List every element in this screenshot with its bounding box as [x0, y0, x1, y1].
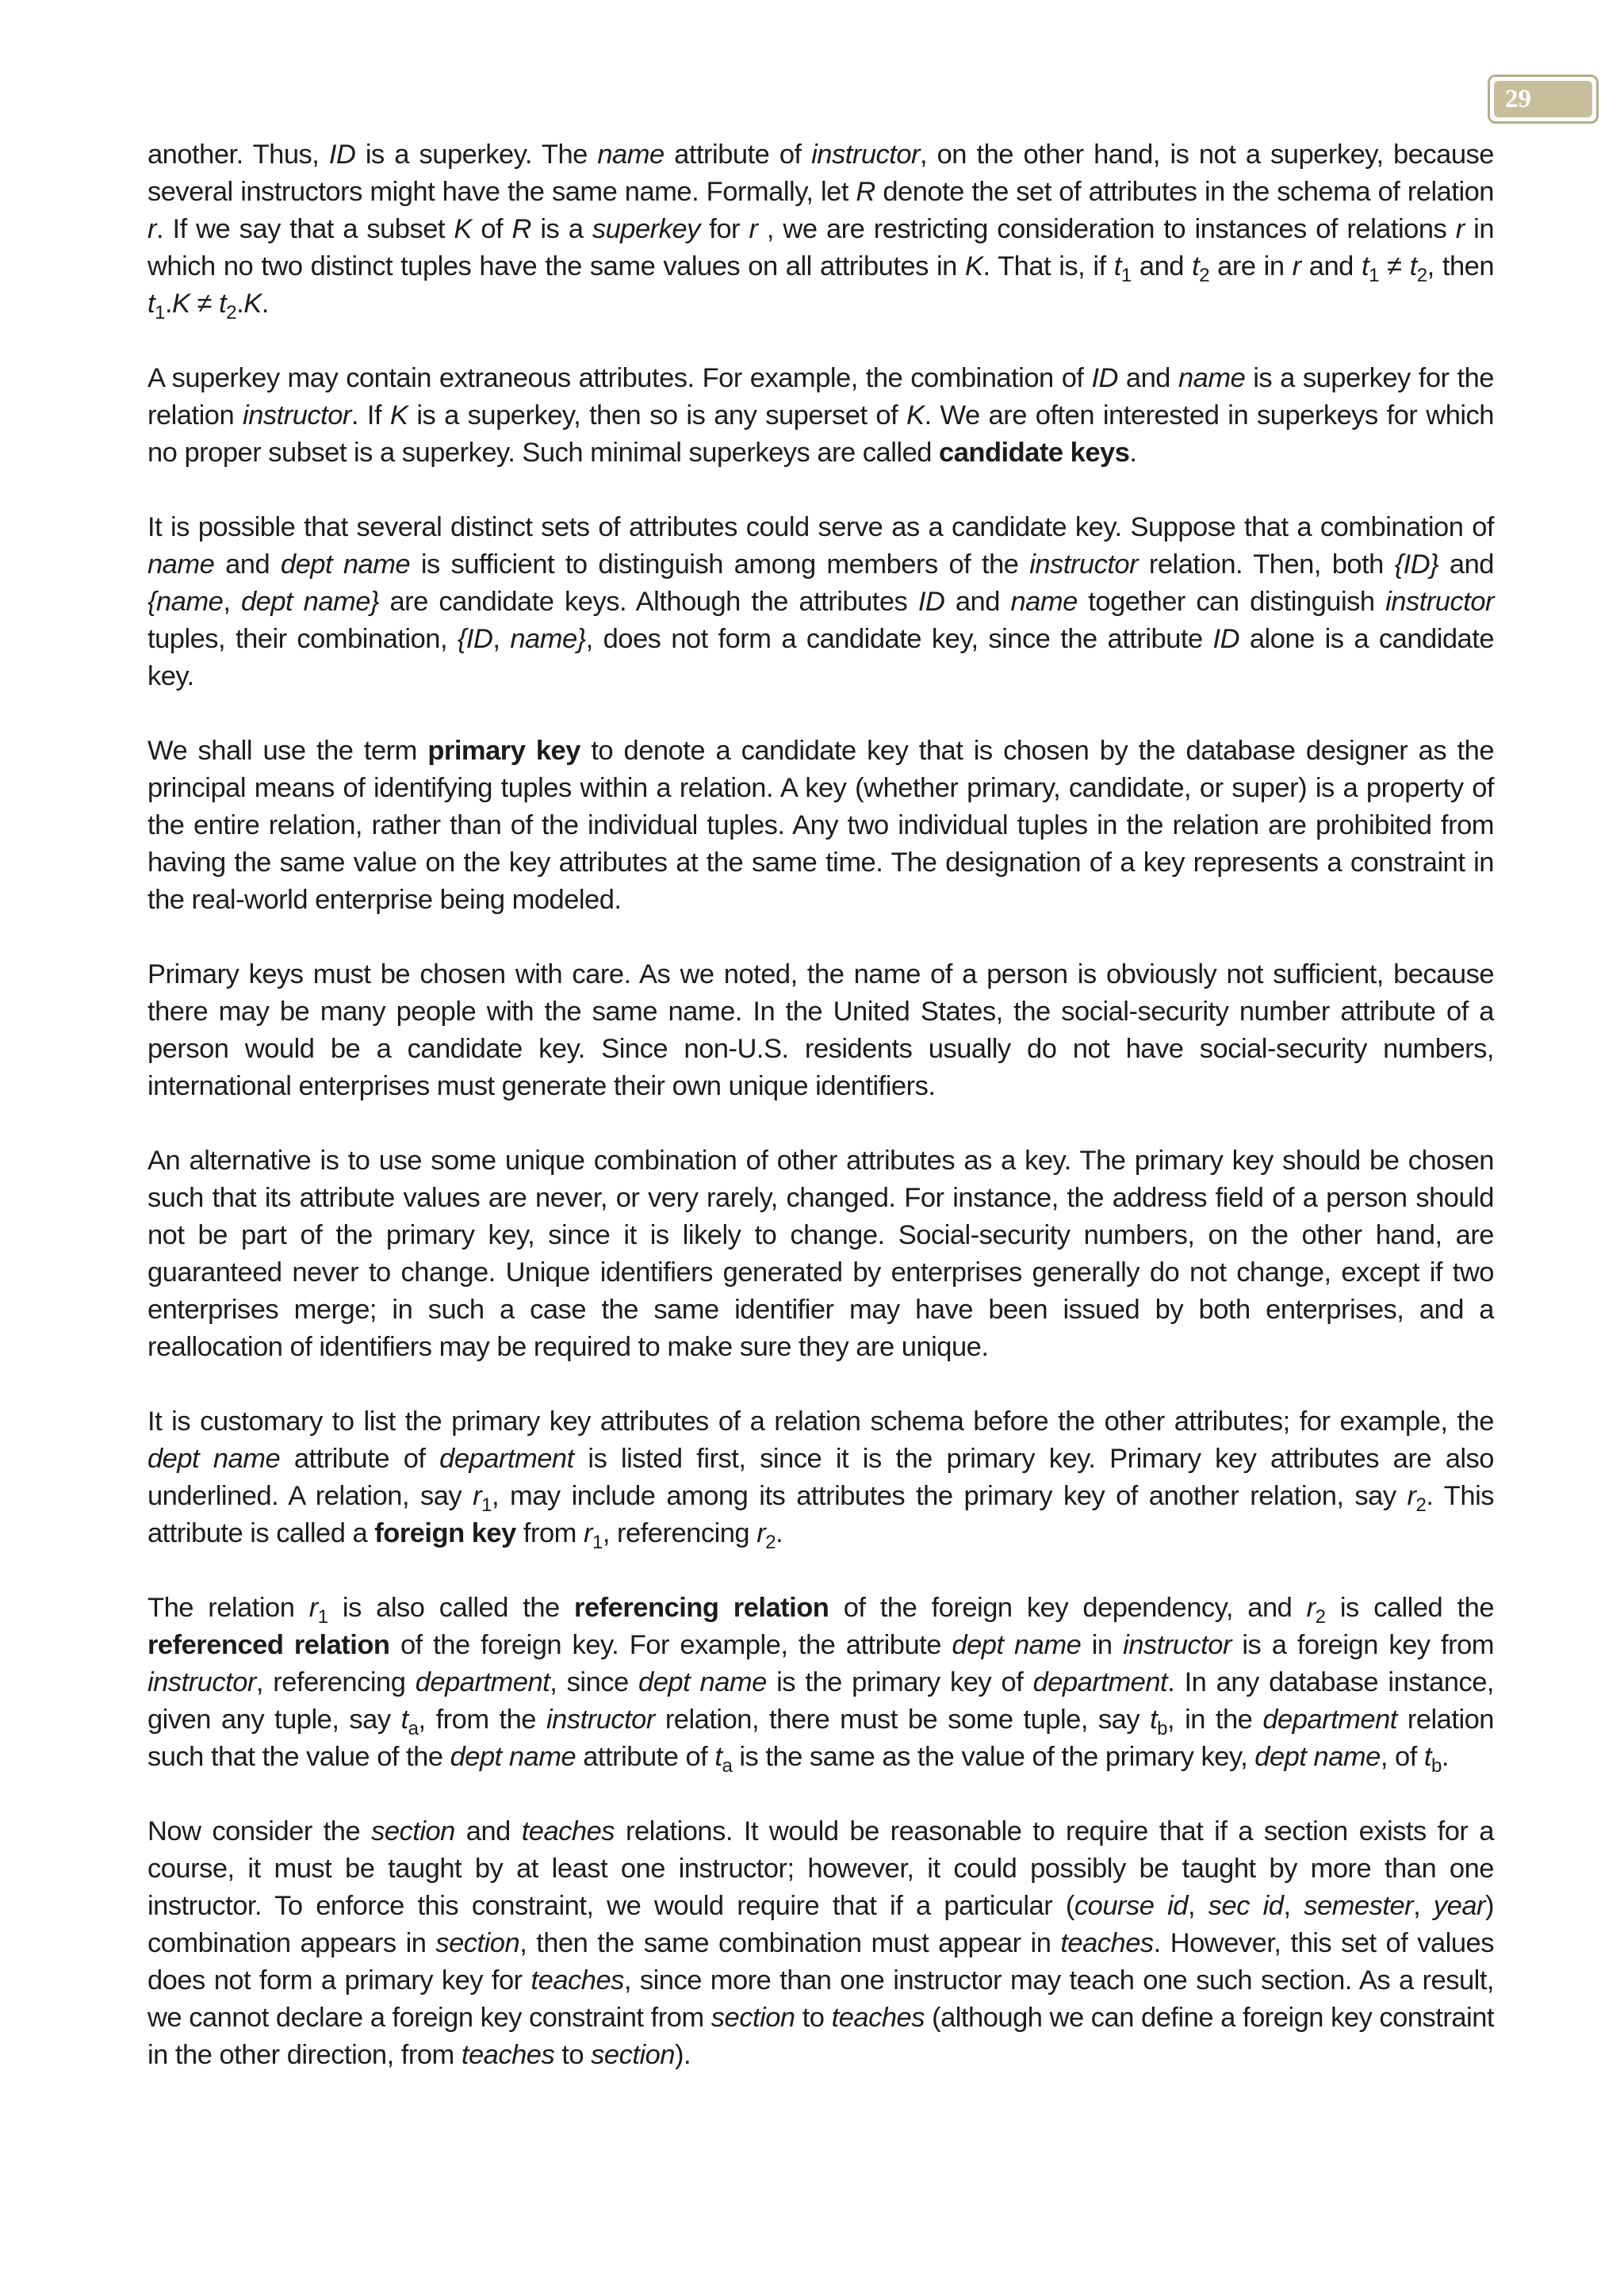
text-run: t	[1362, 251, 1369, 281]
text-run: K	[243, 289, 262, 319]
text-run: for	[699, 214, 749, 244]
text-run: , we are restricting consideration to instances of relations	[757, 214, 1456, 244]
text-run: ID	[917, 587, 945, 617]
text-run: , then the same combination must appear in	[519, 1928, 1061, 1958]
text-run: ≠	[190, 289, 220, 319]
text-run: , since more than one instructor may teach one such section. As a result, we cannot declare a foreign key constraint from	[147, 1965, 1494, 2033]
text-run: in which no two distinct tuples have the same values on all attributes in	[147, 214, 1495, 281]
text-run: ,	[492, 624, 511, 654]
text-run: primary key	[427, 736, 580, 766]
text-run: and	[454, 1816, 522, 1846]
text-run: and	[1117, 363, 1178, 393]
text-run: is the primary key of	[766, 1667, 1033, 1697]
text-run: {ID}	[1394, 549, 1439, 580]
text-run: .	[1441, 1742, 1449, 1772]
text-run: , since	[550, 1667, 639, 1697]
text-run: ) combination appears in	[147, 1891, 1495, 1958]
text-run: The relation	[147, 1593, 309, 1623]
text-run: ,	[1188, 1891, 1208, 1921]
text-run: and	[944, 587, 1011, 617]
text-run: section	[710, 2003, 795, 2033]
text-run: K	[454, 214, 472, 244]
text-run: r	[583, 1518, 592, 1548]
text-run: .	[236, 289, 244, 319]
text-run: , on the other hand, is not a superkey, because several instructors might have the same name. Formally, let	[147, 140, 1494, 207]
text-run: t	[400, 1705, 408, 1735]
text-run: instructor	[1123, 1630, 1231, 1660]
text-run: t	[1150, 1705, 1158, 1735]
text-run: t	[1409, 251, 1417, 281]
text-run: t	[714, 1742, 722, 1772]
page-number: 29	[1494, 81, 1592, 117]
text-run: 1	[592, 1531, 603, 1553]
text-run: It is customary to list the primary key attributes of a relation schema before the other attributes; for example, the	[147, 1406, 1494, 1437]
text-run: is a foreign key from	[1231, 1630, 1494, 1660]
text-run: of the foreign key dependency, and	[829, 1593, 1307, 1623]
text-run: teaches	[521, 1816, 615, 1846]
text-run: dept name	[450, 1742, 576, 1772]
text-run: .	[261, 289, 269, 319]
text-run: to denote a candidate key that is chosen by the database designer as the principal means of identifying tuples within a relation. A key (whether primary, candidate, or super) is a property of the entire relation, rather than of the individual tuples. Any two individual tuples in the relation are prohibited from having the same value on the key attributes at the same time. The designation of a key represents a constraint in the real-world enterprise being modeled.	[147, 736, 1495, 915]
text-run: alone is a candidate key.	[147, 624, 1495, 691]
text-run: ≠	[1378, 251, 1410, 281]
text-run: ID	[1091, 363, 1118, 393]
paragraph-5	[147, 956, 1494, 1105]
text-run: .	[1129, 438, 1137, 468]
text-run: is a superkey for the relation	[147, 363, 1494, 430]
text-run: dept name	[280, 549, 411, 580]
paragraph-6	[147, 1142, 1494, 1366]
text-run: instructor	[1385, 587, 1494, 617]
text-run: teaches	[1060, 1928, 1154, 1958]
page-number-badge	[1488, 75, 1599, 124]
text-run: teaches	[461, 2040, 555, 2070]
text-run: to	[554, 2040, 592, 2070]
text-run: 2	[226, 301, 237, 323]
text-run: sec id	[1208, 1891, 1284, 1921]
text-run: superkey	[592, 214, 700, 244]
text-run: A superkey may contain extraneous attributes. For example, the combination of	[147, 363, 1092, 393]
text-run: 2	[1415, 1494, 1427, 1516]
text-run: K	[906, 400, 925, 430]
text-run: . We are often interested in superkeys for which no proper subset is a superkey. Such minimal superkeys are called	[147, 400, 1494, 468]
text-run: referencing relation	[574, 1593, 829, 1623]
paragraph-9	[147, 1813, 1494, 2074]
text-run: name	[147, 549, 215, 580]
text-run: . However, this set of values does not form a primary key for	[147, 1928, 1494, 1996]
text-run: from	[515, 1518, 584, 1548]
text-run: tuples, their combination,	[147, 624, 458, 654]
text-run: r	[1407, 1481, 1416, 1511]
text-run: of the foreign key. For example, the attribute	[389, 1630, 952, 1660]
text-run: , in the	[1167, 1705, 1263, 1735]
text-run: . That is, if	[982, 251, 1114, 281]
text-run: , of	[1380, 1742, 1424, 1772]
text-run: , from the	[418, 1705, 546, 1735]
text-run: t	[1192, 251, 1200, 281]
text-run: together can distinguish	[1077, 587, 1386, 617]
text-run: t	[1423, 1742, 1431, 1772]
text-run: a	[722, 1755, 733, 1777]
text-run: instructor	[243, 400, 351, 430]
text-run: instructor	[147, 1667, 256, 1697]
text-run: K	[964, 251, 983, 281]
text-run: K	[389, 400, 408, 430]
text-run: relation such that the value of the	[147, 1705, 1494, 1772]
text-run: is sufficient to distinguish among members of the	[410, 549, 1030, 580]
text-run: and	[214, 549, 281, 580]
paragraph-4	[147, 733, 1494, 919]
text-run: 1	[1120, 264, 1132, 286]
text-run: ,	[223, 587, 241, 617]
text-run: t	[1113, 251, 1121, 281]
text-run: is a superkey. The	[355, 140, 598, 170]
text-run: in	[1081, 1630, 1124, 1660]
text-run: a	[408, 1717, 419, 1739]
text-run: attribute of	[664, 140, 812, 170]
text-run: 1	[317, 1605, 328, 1628]
text-run: r	[1292, 251, 1301, 281]
text-run: and	[1438, 549, 1494, 580]
text-run: t	[147, 289, 155, 319]
text-run: , may include among its attributes the primary key of another relation, say	[491, 1481, 1408, 1511]
text-run: department	[1262, 1705, 1397, 1735]
text-run: . In any database instance, given any tuple, say	[147, 1667, 1494, 1735]
text-run: b	[1431, 1755, 1442, 1777]
text-run: are in	[1209, 251, 1293, 281]
text-run: r	[756, 1518, 766, 1548]
text-run: to	[795, 2003, 832, 2033]
text-run: dept name	[638, 1667, 767, 1697]
text-run: We shall use the term	[147, 736, 428, 766]
text-run: r	[749, 214, 758, 244]
text-run: Primary keys must be chosen with care. As we noted, the name of a person is obviously not sufficient, because there may be many people with the same name. In the United States, the social-security number attribute of a person would be a candidate key. Since non-U.S. residents usually do not have social-security numbers, international enterprises must generate their own unique identifiers.	[147, 959, 1494, 1101]
text-run: 1	[1369, 264, 1379, 286]
text-run: department	[439, 1444, 574, 1474]
text-run: attribute of	[280, 1444, 440, 1474]
text-run: foreign key	[374, 1518, 516, 1548]
text-run: dept name	[952, 1630, 1082, 1660]
text-run: r	[473, 1481, 482, 1511]
paragraph-7	[147, 1403, 1494, 1552]
text-run: instructor	[1029, 549, 1139, 580]
text-run: 2	[1199, 264, 1210, 286]
text-run: name}	[510, 624, 586, 654]
text-run: name	[597, 140, 665, 170]
text-run: relation. Then, both	[1138, 549, 1395, 580]
text-run: R	[856, 177, 875, 207]
text-run: and	[1131, 251, 1193, 281]
page-body	[147, 136, 1494, 2074]
text-run: .	[776, 1518, 783, 1548]
text-run: , does not form a candidate key, since the attribute	[585, 624, 1213, 654]
text-run: instructor	[546, 1705, 655, 1735]
text-run: . If we say that a subset	[156, 214, 454, 244]
text-run: 2	[765, 1531, 776, 1553]
text-run: (although we can define a foreign key constraint in the other direction, from	[147, 2003, 1494, 2070]
text-run: are candidate keys. Although the attributes	[378, 587, 918, 617]
text-run: b	[1157, 1717, 1168, 1739]
text-run: relation, there must be some tuple, say	[654, 1705, 1151, 1735]
text-run: r	[147, 214, 156, 244]
text-run: , referencing	[602, 1518, 757, 1548]
text-run: is also called the	[327, 1593, 575, 1623]
text-run: department	[415, 1667, 550, 1697]
text-run: section	[435, 1928, 520, 1958]
text-run: . If	[350, 400, 390, 430]
text-run: ID	[1212, 624, 1240, 654]
text-run: dept name}	[240, 587, 379, 617]
text-run: ,	[1413, 1891, 1434, 1921]
text-run: r	[308, 1593, 318, 1623]
text-run: Now consider the	[147, 1816, 372, 1846]
text-run: r	[1455, 214, 1465, 244]
text-run: 2	[1416, 264, 1427, 286]
text-run: attribute of	[576, 1742, 715, 1772]
paragraph-3	[147, 509, 1494, 695]
text-run: is called the	[1325, 1593, 1495, 1623]
text-run: instructor	[811, 140, 921, 170]
text-run: R	[511, 214, 531, 244]
text-run: K	[172, 289, 190, 319]
text-run: 1	[481, 1494, 492, 1516]
text-run: and	[1300, 251, 1362, 281]
text-run: 2	[1315, 1605, 1326, 1628]
text-run: is a	[530, 214, 592, 244]
text-run: teaches	[831, 2003, 925, 2033]
text-run: relations. It would be reasonable to require that if a section exists for a course, it must be taught by at least one instructor; however, it could possibly be taught by more than one instructor. To enforce this constraint, we would require that if a particular (	[147, 1816, 1494, 1921]
text-run: teaches	[530, 1965, 624, 1996]
text-run: is listed first, since it is the primary key. Primary key attributes are also underlined. A relation, say	[147, 1444, 1494, 1511]
paragraph-8	[147, 1590, 1494, 1776]
text-run: is a superkey, then so is any superset of	[408, 400, 907, 430]
text-run: r	[1306, 1593, 1316, 1623]
text-run: , then	[1427, 251, 1495, 281]
text-run: denote the set of attributes in the schema of relation	[875, 177, 1494, 207]
text-run: , referencing	[255, 1667, 416, 1697]
text-run: dept name	[1254, 1742, 1381, 1772]
text-run: name	[1178, 363, 1246, 393]
text-run: ID	[328, 140, 356, 170]
text-run: t	[219, 289, 227, 319]
paragraph-2	[147, 360, 1494, 472]
text-run: . This attribute is called a	[147, 1481, 1494, 1548]
text-run: {name	[147, 587, 224, 617]
text-run: .	[164, 289, 173, 319]
text-run: ,	[1283, 1891, 1304, 1921]
text-run: course id	[1074, 1891, 1188, 1921]
text-run: name	[1010, 587, 1078, 617]
text-run: 1	[155, 301, 165, 323]
text-run: year	[1433, 1891, 1486, 1921]
text-run: candidate keys	[939, 438, 1130, 468]
text-run: section	[591, 2040, 675, 2070]
text-run: section	[371, 1816, 455, 1846]
text-run: referenced relation	[147, 1630, 390, 1660]
text-run: An alternative is to use some unique combination of other attributes as a key. The primary key should be chosen such that its attribute values are never, or very rarely, changed. For instance, the address field of a person should not be part of the primary key, since it is likely to change. Social-security numbers, on the other hand, are guaranteed never to change. Unique identifiers generated by enterprises generally do not change, except if two enterprises merge; in such a case the same identifier may have been issued by both enterprises, and a reallocation of identifiers may be required to make sure they are unique.	[147, 1146, 1494, 1362]
paragraph-1	[147, 136, 1494, 323]
text-run: department	[1032, 1667, 1168, 1697]
text-run: dept name	[147, 1444, 281, 1474]
text-run: semester	[1304, 1891, 1414, 1921]
text-run: is the same as the value of the primary key,	[732, 1742, 1255, 1772]
text-run: It is possible that several distinct sets of attributes could serve as a candidate key. Suppose that a combination of	[147, 512, 1494, 542]
text-run: of	[471, 214, 512, 244]
text-run: ).	[674, 2040, 691, 2070]
text-run: {ID	[457, 624, 493, 654]
text-run: another. Thus,	[147, 140, 329, 170]
